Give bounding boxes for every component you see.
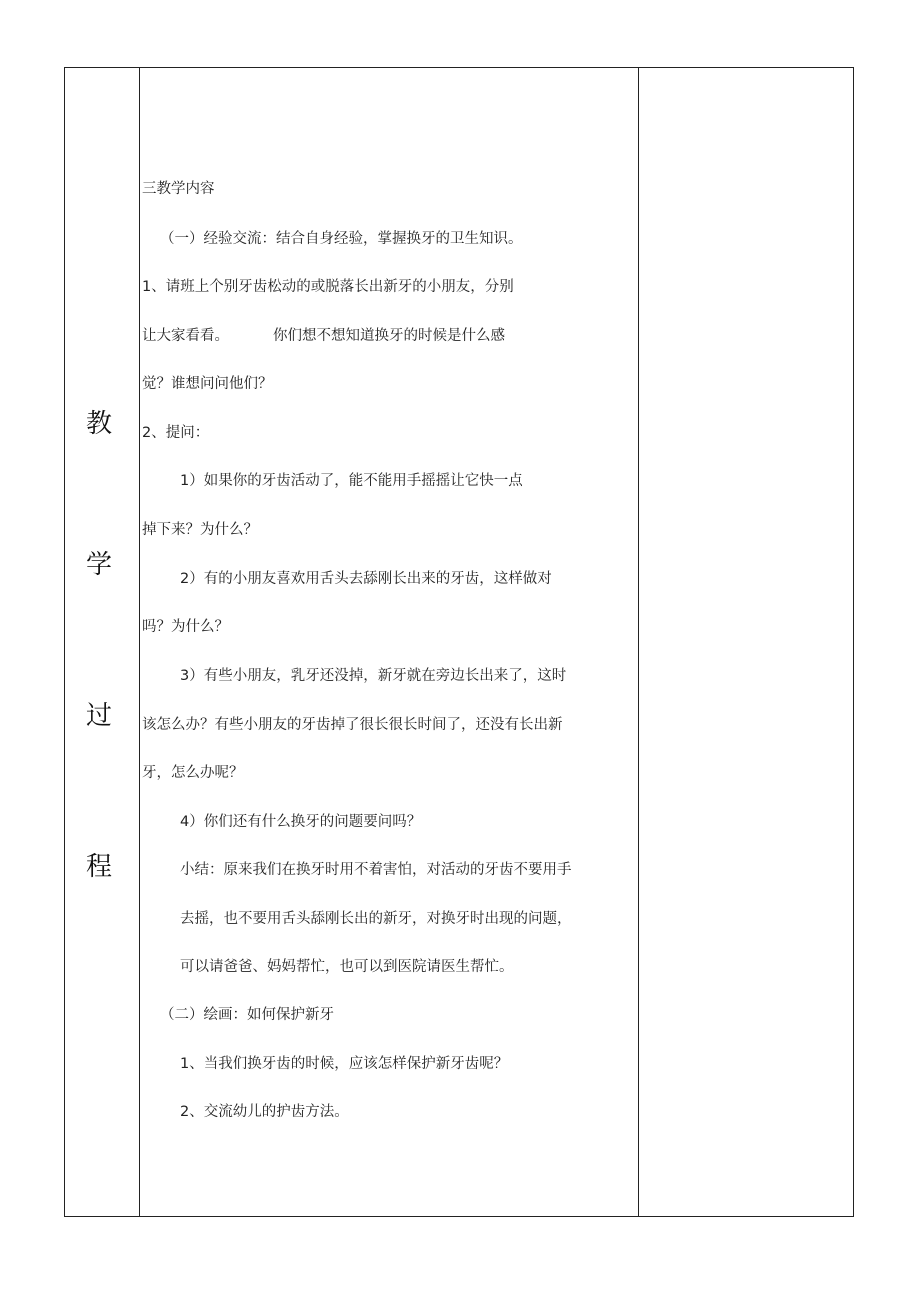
item1-line2a: 让大家看看。 [142, 328, 229, 344]
section-title: 三教学内容 [142, 181, 215, 197]
question4: 4）你们还有什么换牙的问题要问吗？ [180, 814, 422, 830]
side-label-char-4: 程 [85, 852, 112, 882]
question2-line1: 2）有的小朋友喜欢用舌头去舔刚长出来的牙齿，这样做对 [180, 571, 552, 587]
item1-line1: 1、请班上个别牙齿松动的或脱落长出新牙的小朋友，分别 [142, 279, 514, 295]
question3-line1: 3）有些小朋友，乳牙还没掉，新牙就在旁边长出来了，这时 [180, 668, 567, 684]
summary-line3: 可以请爸爸、妈妈帮忙，也可以到医院请医生帮忙。 [180, 959, 514, 975]
side-label-char-3: 过 [85, 701, 112, 731]
summary-line1: 小结：原来我们在换牙时用不着害怕，对活动的牙齿不要用手 [180, 862, 572, 878]
question3-line3: 牙，怎么办呢？ [142, 765, 244, 781]
part2-item2: 2、交流幼儿的护齿方法。 [180, 1104, 349, 1120]
question3-line2: 该怎么办？有些小朋友的牙齿掉了很长很长时间了，还没有长出新 [142, 717, 563, 733]
side-label-char-2: 学 [85, 550, 112, 580]
question2-line2: 吗？为什么？ [142, 619, 229, 635]
item1-line2b: 你们想不想知道换牙的时候是什么感 [273, 328, 505, 344]
part1-title: （一）经验交流：结合自身经验，掌握换牙的卫生知识。 [160, 231, 523, 247]
column-divider-right [638, 68, 639, 1216]
summary-line2: 去摇，也不要用舌头舔刚长出的新牙，对换牙时出现的问题， [180, 911, 572, 927]
item2-label: 2、提问： [142, 425, 210, 441]
part2-title: （二）绘画：如何保护新牙 [160, 1007, 334, 1023]
item1-line3: 觉？谁想问问他们？ [142, 376, 273, 392]
question1-line1: 1）如果你的牙齿活动了，能不能用手摇摇让它快一点 [180, 473, 523, 489]
question1-line2: 掉下来？为什么？ [142, 522, 258, 538]
part2-item1: 1、当我们换牙齿的时候，应该怎样保护新牙齿呢？ [180, 1056, 509, 1072]
item1-line2 [142, 326, 505, 346]
side-label-char-1: 教 [85, 409, 112, 439]
column-divider-left [139, 68, 140, 1216]
